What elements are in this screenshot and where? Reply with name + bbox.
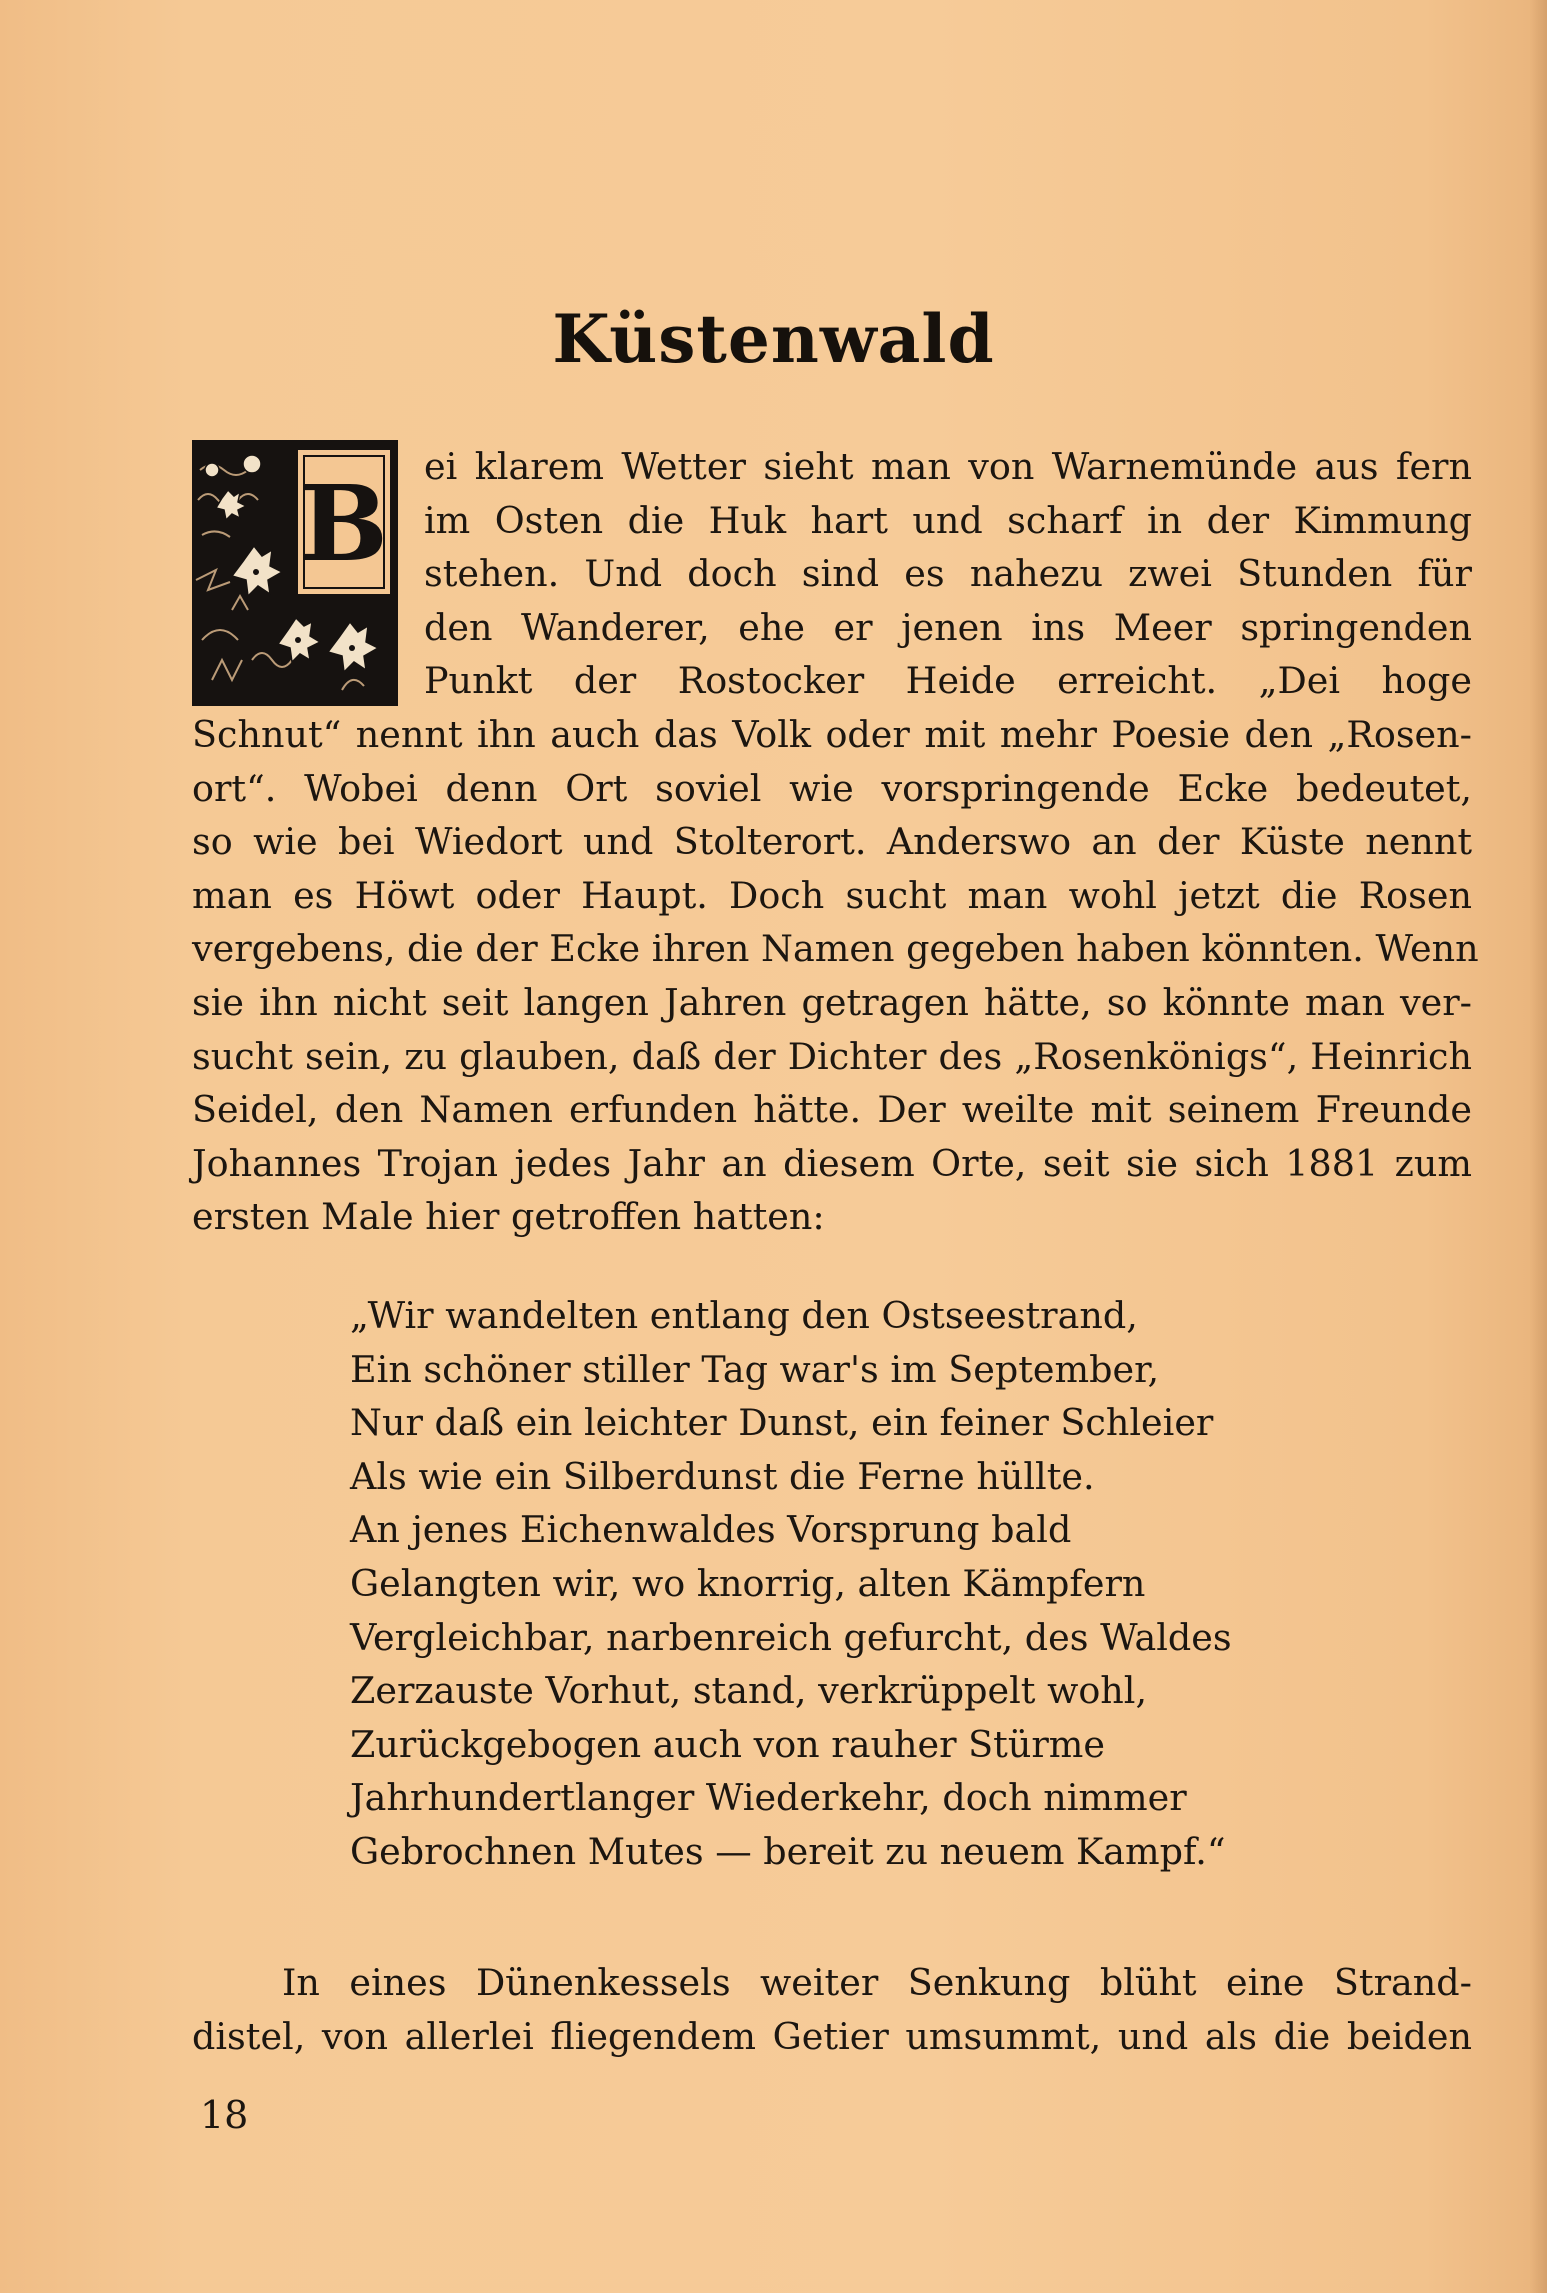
paragraph-1-line: vergebens, die der Ecke ihren Namen gegeben haben könnten. Wenn bbox=[192, 927, 1479, 971]
paragraph-2-line: In eines Dünenkessels weiter Senkung blüht eine Strand- bbox=[282, 1961, 1472, 2004]
paragraph-1-line: ersten Male hier getroffen hatten: bbox=[192, 1195, 825, 1239]
poem-line: Vergleichbar, narbenreich gefurcht, des Waldes bbox=[350, 1615, 1232, 1659]
paragraph-2-line: distel, von allerlei fliegendem Getier umsummt, und als die beiden bbox=[192, 2014, 1472, 2058]
paragraph-1-line: so wie bei Wiedort und Stolterort. Anderswo an der Küste nennt bbox=[192, 820, 1472, 864]
paragraph-1-line: ort“. Wobei denn Ort soviel wie vorspringende Ecke bedeutet, bbox=[192, 766, 1472, 810]
poem-line: Gelangten wir, wo knorrig, alten Kämpfern bbox=[350, 1561, 1146, 1605]
paragraph-1-line: ei klarem Wetter sieht man von Warnemünde aus fern bbox=[424, 445, 1472, 488]
poem-line: Ein schöner stiller Tag war's im September, bbox=[350, 1347, 1160, 1391]
paragraph-1-line: Johannes Trojan jedes Jahr an diesem Orte, seit sie sich 1881 zum bbox=[192, 1141, 1472, 1185]
paragraph-1-line: Schnut“ nennt ihn auch das Volk oder mit mehr Poesie den „Rosen- bbox=[192, 712, 1472, 756]
poem-line: An jenes Eichenwaldes Vorsprung bald bbox=[350, 1508, 1072, 1552]
poem-line: Zurückgebogen auch von rauher Stürme bbox=[350, 1722, 1106, 1766]
poem-line: Zerzauste Vorhut, stand, verkrüppelt wohl, bbox=[350, 1669, 1148, 1713]
page-number: 18 bbox=[200, 2093, 249, 2137]
paragraph-1-line: den Wanderer, ehe er jenen ins Meer springenden bbox=[424, 605, 1472, 649]
paragraph-1-line: Punkt der Rostocker Heide erreicht. „Dei hoge bbox=[424, 659, 1472, 703]
poem-line: Nur daß ein leichter Dunst, ein feiner Schleier bbox=[350, 1401, 1214, 1445]
paragraph-1 bbox=[192, 440, 1479, 1244]
page-title: Küstenwald bbox=[552, 300, 995, 378]
paragraph-1-line: man es Höwt oder Haupt. Doch sucht man wohl jetzt die Rosen bbox=[192, 873, 1472, 917]
poem-quote bbox=[350, 1289, 1232, 1879]
poem-line: Als wie ein Silberdunst die Ferne hüllte. bbox=[350, 1454, 1095, 1498]
paragraph-1-line: stehen. Und doch sind es nahezu zwei Stunden für bbox=[424, 552, 1472, 596]
poem-line: Gebrochnen Mutes — bereit zu neuem Kampf.“ bbox=[350, 1829, 1226, 1873]
poem-line: Jahrhundertlanger Wiederkehr, doch nimmer bbox=[350, 1776, 1187, 1820]
paragraph-1-line: sie ihn nicht seit langen Jahren getragen hätte, so könnte man ver- bbox=[192, 980, 1472, 1024]
poem-line: „Wir wandelten entlang den Ostseestrand, bbox=[350, 1294, 1138, 1337]
paragraph-1-line: sucht sein, zu glauben, daß der Dichter des „Rosenkönigs“, Heinrich bbox=[192, 1034, 1472, 1078]
paragraph-2 bbox=[192, 1956, 1472, 2063]
paragraph-1-line: Seidel, den Namen erfunden hätte. Der weilte mit seinem Freunde bbox=[192, 1088, 1472, 1132]
paragraph-1-line: im Osten die Huk hart und scharf in der Kimmung bbox=[424, 498, 1472, 542]
drop-cap-letter: B bbox=[300, 462, 388, 585]
